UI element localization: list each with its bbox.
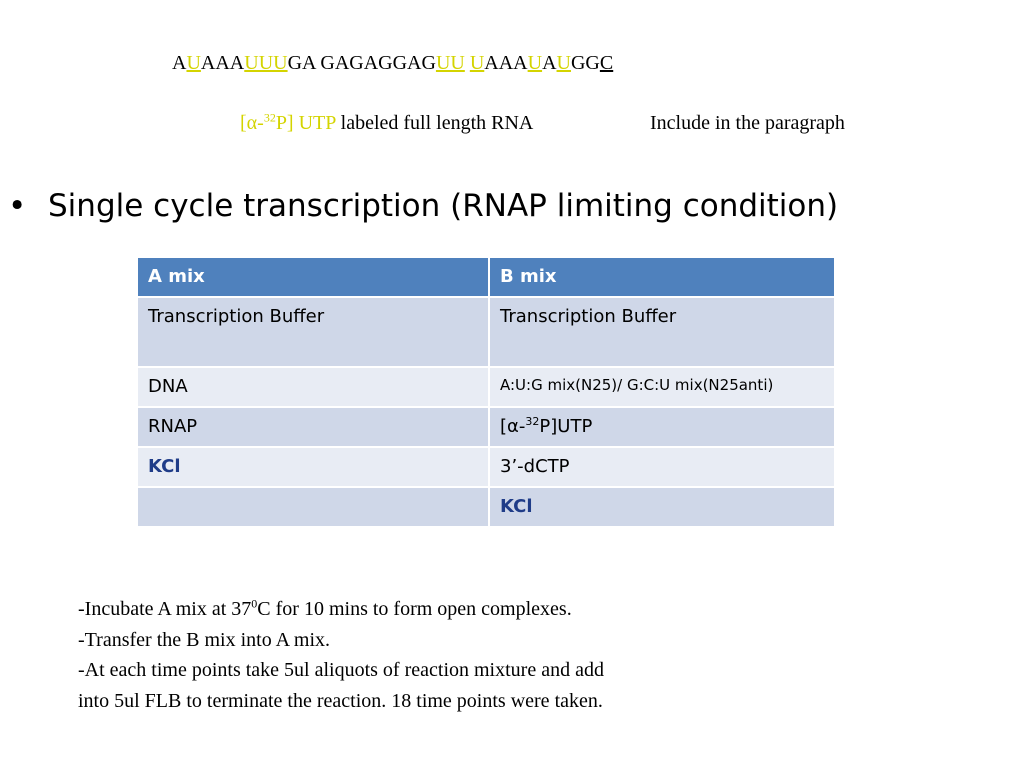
procedure-steps <box>78 594 604 716</box>
cell-b-post: P]UTP <box>539 416 593 437</box>
cell-b-pre: [α- <box>500 416 526 437</box>
sequence-segment: UU <box>435 52 465 74</box>
bullet-text: Single cycle transcription (RNAP limiting condition) <box>48 188 839 224</box>
table-row <box>137 447 835 487</box>
cell-a <box>137 487 489 527</box>
alpha-p32-utp-label <box>240 112 336 134</box>
table-row <box>137 407 835 447</box>
cell-b <box>489 407 835 447</box>
table-row <box>137 367 835 407</box>
cell-b: Transcription Buffer <box>489 297 835 367</box>
header-b-mix: B mix <box>489 257 835 297</box>
cell-b-superscript: 32 <box>525 415 540 428</box>
step-1-superscript: 0 <box>251 596 258 611</box>
table-row <box>137 487 835 527</box>
step-1-pre: -Incubate A mix at 37 <box>78 598 252 620</box>
label-close: P] UTP <box>275 112 336 134</box>
sequence-segment: C <box>599 52 614 74</box>
step-line <box>78 594 604 625</box>
label-open: [α- <box>240 112 264 134</box>
step-1-post: C for 10 mins to form open complexes. <box>257 598 572 620</box>
sequence-segment: U <box>186 52 201 74</box>
sequence-segment: A <box>172 52 187 74</box>
sequence-segment: U <box>469 52 485 74</box>
label-rest: labeled full length RNA <box>335 112 534 134</box>
labeled-rna-caption <box>240 112 533 135</box>
sequence-segment: GG <box>570 52 600 74</box>
cell-b: A:U:G mix(N25)/ G:C:U mix(N25anti) <box>489 367 835 407</box>
sequence-segment: AAA <box>484 52 528 74</box>
sequence-segment: UUU <box>244 52 288 74</box>
cell-b: KCl <box>489 487 835 527</box>
header-a-mix: A mix <box>137 257 489 297</box>
sequence-segment: AAA <box>200 52 245 74</box>
cell-a: RNAP <box>137 407 489 447</box>
sequence-segment: GA GAGAGGAG <box>287 52 436 74</box>
cell-a: DNA <box>137 367 489 407</box>
cell-a: KCl <box>137 447 489 487</box>
cell-b: 3’-dCTP <box>489 447 835 487</box>
sequence-segment: A <box>542 52 557 74</box>
bullet-glyph: • <box>8 188 27 224</box>
step-line: -At each time points take 5ul aliquots of reaction mixture and add <box>78 659 604 681</box>
table-row <box>137 297 835 367</box>
sequence-segment: U <box>556 52 571 74</box>
sequence-segment: U <box>527 52 543 74</box>
table-header-row <box>137 257 835 297</box>
step-line: -Transfer the B mix into A mix. <box>78 628 331 651</box>
rna-sequence <box>172 52 613 75</box>
step-line: into 5ul FLB to terminate the reaction. 18 time points were taken. <box>78 689 603 712</box>
paragraph-note: Include in the paragraph <box>650 112 845 134</box>
label-isotope-superscript: 32 <box>263 110 276 125</box>
mix-table <box>136 256 836 528</box>
cell-a: Transcription Buffer <box>137 297 489 367</box>
bullet-heading <box>8 188 838 224</box>
